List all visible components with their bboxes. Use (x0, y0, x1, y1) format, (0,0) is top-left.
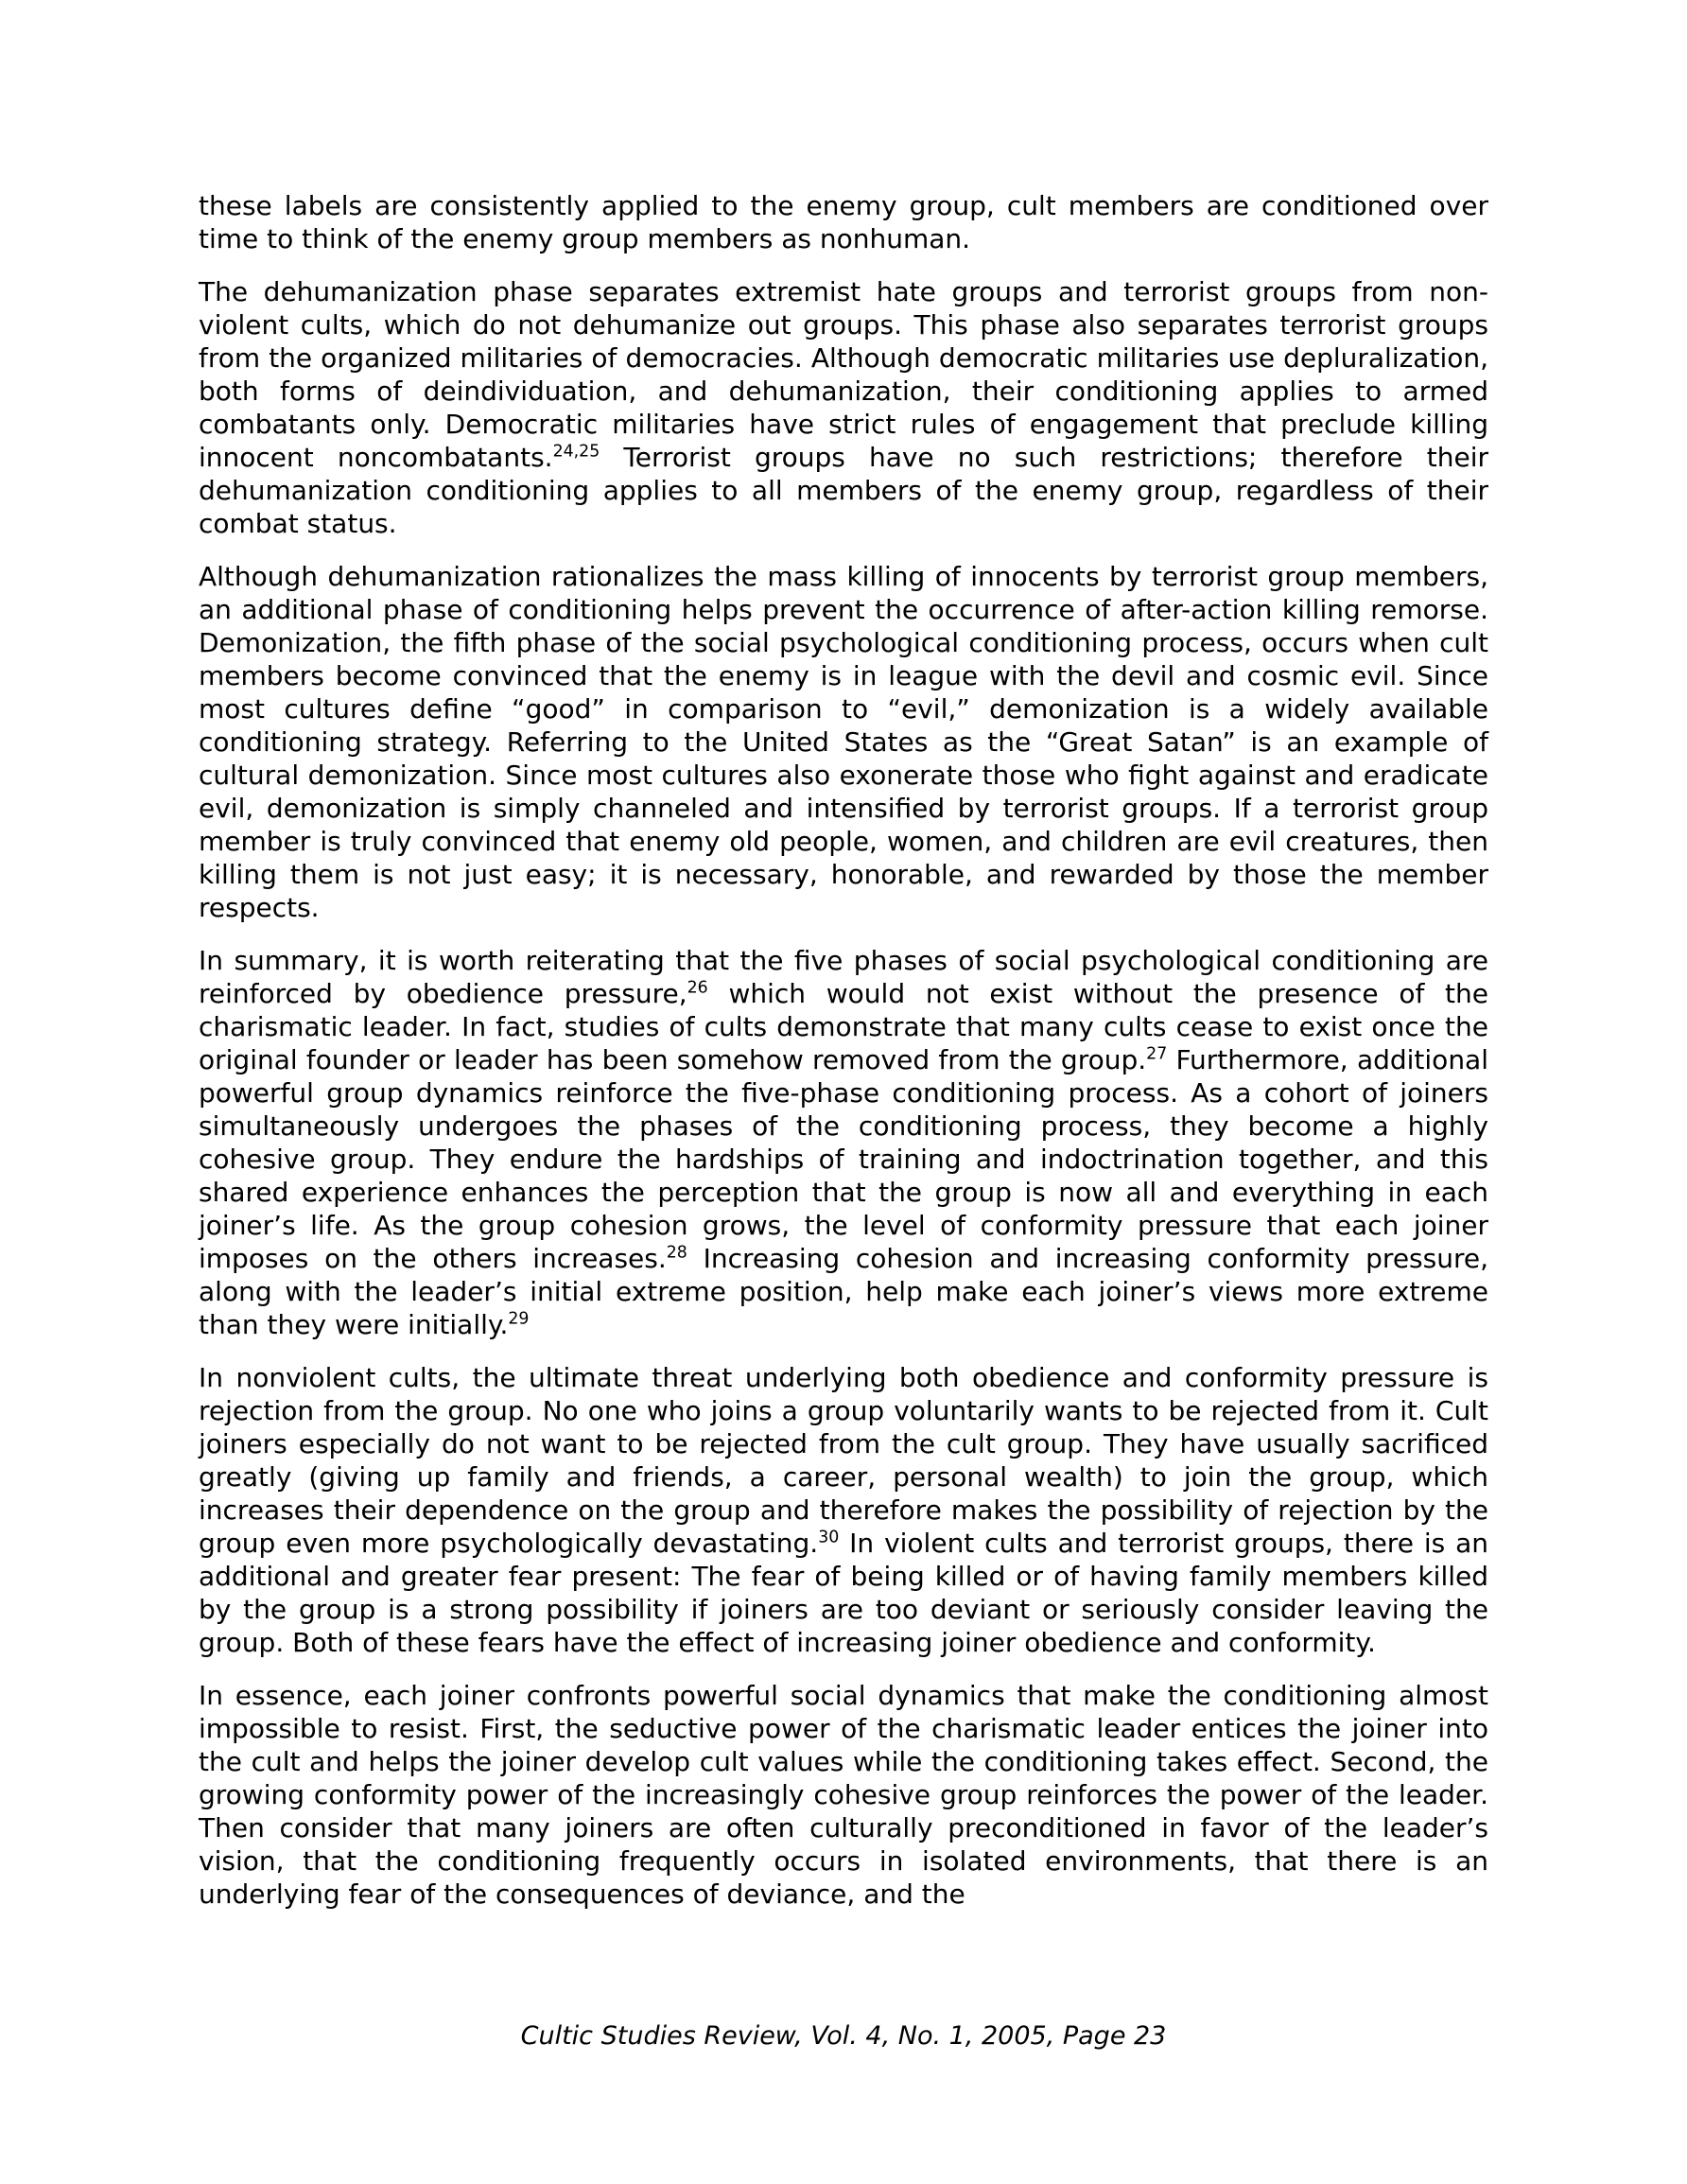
footnote-reference: 26 (687, 978, 708, 998)
paragraph-5: In nonviolent cults, the ultimate threat underlying both obedience and conformity pressure is rejection from the group. No one who joins a group voluntarily wants to be rejected from it. Cult joiners especially do not want to be rejected from the cult group. They have usually sacrificed greatly (giving up family and friends, a career, personal wealth) to join the group, which increases their dependence on the group and therefore makes the possibility of rejection by the group even more psychologically devastating.$^{30}$ In violent cults and terrorist groups, there is an additional and greater fear present: The fear of being killed or of having family members killed by the group is a strong possibility if joiners are too deviant or seriously consider leaving the group. Both of these fears have the effect of increasing joiner obedience and conformity. (199, 1362, 1488, 1658)
footnote-reference: 28 (666, 1243, 687, 1263)
footnote-reference: 30 (818, 1528, 840, 1547)
paragraph-3: Although dehumanization rationalizes the mass killing of innocents by terrorist group members, an additional phase of conditioning helps prevent the occurrence of after-action killing remorse. Demonization, the fifth phase of the social psychological conditioning process, occurs when cult members become convinced that the enemy is in league with the devil and cosmic evil. Since most cultures define “good” in comparison to “evil,” demonization is a widely available conditioning strategy. Referring to the United States as the “Great Satan” is an example of cultural demonization. Since most cultures also exonerate those who fight against and eradicate evil, demonization is simply channeled and intensified by terrorist groups. If a terrorist group member is truly convinced that enemy old people, women, and children are evil creatures, then killing them is not just easy; it is necessary, honorable, and rewarded by those the member respects. (199, 561, 1488, 923)
journal-citation: Cultic Studies Review, Vol. 4, No. 1, 2005, Page 23 (520, 2021, 1167, 2051)
paragraph-2: The dehumanization phase separates extremist hate groups and terrorist groups from non-violent cults, which do not dehumanize out groups. This phase also separates terrorist groups from the organized militaries of democracies. Although democratic militaries use depluralization, both forms of deindividuation, and dehumanization, their conditioning applies to armed combatants only. Democratic militaries have strict rules of engagement that preclude killing innocent noncombatants.$^{24,25}$ Terrorist groups have no such restrictions; therefore their dehumanization conditioning applies to all members of the enemy group, regardless of their combat status. (199, 276, 1488, 539)
footnote-reference: 24,25 (552, 442, 600, 462)
paragraph-6: In essence, each joiner confronts powerful social dynamics that make the conditioning almost impossible to resist. First, the seductive power of the charismatic leader entices the joiner into the cult and helps the joiner develop cult values while the conditioning takes effect. Second, the growing conformity power of the increasingly cohesive group reinforces the power of the leader. Then consider that many joiners are often culturally preconditioned in favor of the leader’s vision, that the conditioning frequently occurs in isolated environments, that there is an underlying fear of the consequences of deviance, and the (199, 1680, 1488, 1910)
footnote-reference: 27 (1146, 1044, 1168, 1064)
article-body (199, 189, 1488, 1911)
footnote-reference: 29 (508, 1309, 530, 1329)
paragraph-1: these labels are consistently applied to the enemy group, cult members are conditioned over time to think of the enemy group members as nonhuman. (199, 190, 1488, 254)
paragraph-4: In summary, it is worth reiterating that the five phases of social psychological conditioning are reinforced by obedience pressure,$^{26}$ which would not exist without the presence of the charismatic leader. In fact, studies of cults demonstrate that many cults cease to exist once the original founder or leader has been somehow removed from the group.$^{27}$ Furthermore, additional powerful group dynamics reinforce the five-phase conditioning process. As a cohort of joiners simultaneously undergoes the phases of the conditioning process, they become a highly cohesive group. They endure the hardships of training and indoctrination together, and this shared experience enhances the perception that the group is now all and everything in each joiner’s life. As the group cohesion grows, the level of conformity pressure that each joiner imposes on the others increases.$^{28}$ Increasing cohesion and increasing conformity pressure, along with the leader’s initial extreme position, help make each joiner’s views more extreme than they were initially.$^{29}$ (199, 945, 1489, 1340)
running-footer (0, 2020, 1687, 2053)
